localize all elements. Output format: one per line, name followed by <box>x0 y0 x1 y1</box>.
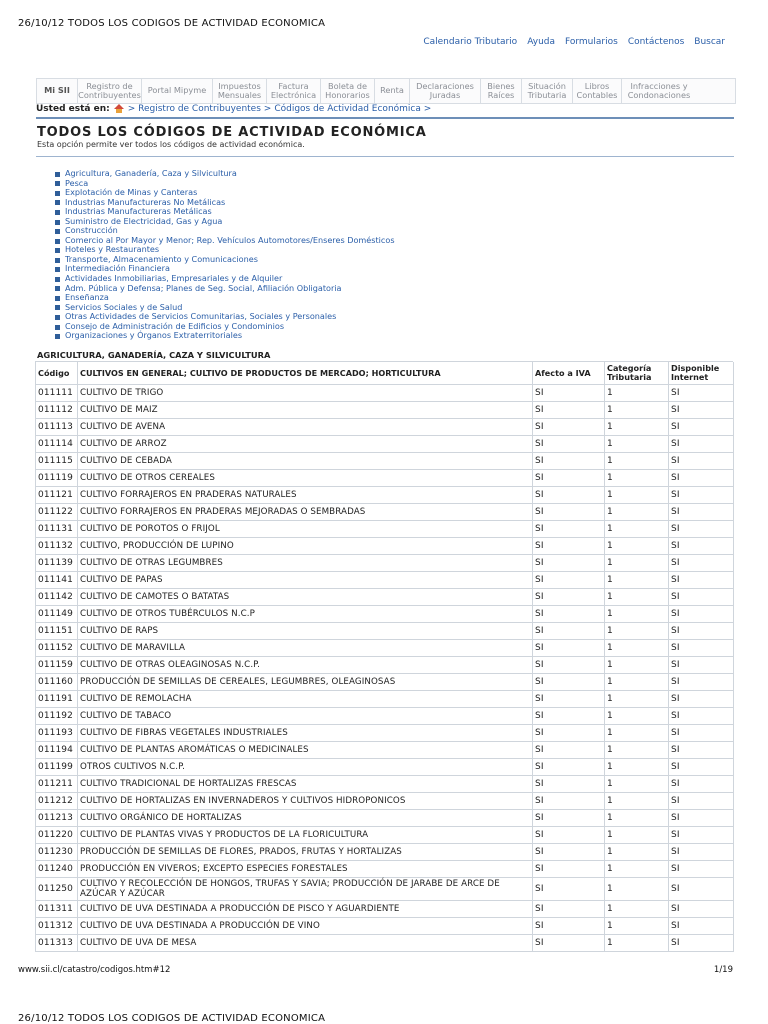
cell-descripcion: CULTIVO DE UVA DE MESA <box>78 935 533 952</box>
cell-disponible: SI <box>669 419 734 436</box>
cell-descripcion: CULTIVO, PRODUCCIÓN DE LUPINO <box>78 538 533 555</box>
cell-categoria: 1 <box>605 555 669 572</box>
cell-descripcion: CULTIVO TRADICIONAL DE HORTALIZAS FRESCAS <box>78 776 533 793</box>
cell-disponible: SI <box>669 827 734 844</box>
cell-afecto-iva: SI <box>533 861 605 878</box>
header-disponible: Disponible Internet <box>669 362 734 385</box>
cell-codigo: 011152 <box>36 640 78 657</box>
cell-descripcion: CULTIVO FORRAJEROS EN PRADERAS MEJORADAS O SEMBRADAS <box>78 504 533 521</box>
cell-disponible: SI <box>669 793 734 810</box>
cell-codigo: 011199 <box>36 759 78 776</box>
cell-codigo: 011131 <box>36 521 78 538</box>
category-list <box>55 169 395 341</box>
footer-url: www.sii.cl/catastro/codigos.htm#12 <box>18 965 171 975</box>
table-row <box>36 742 734 759</box>
category-link[interactable]: Otras Actividades de Servicios Comunitarias, Sociales y Personales <box>65 311 337 322</box>
cell-descripcion: CULTIVO DE OTRAS LEGUMBRES <box>78 555 533 572</box>
cell-categoria: 1 <box>605 419 669 436</box>
page-title: TODOS LOS CÓDIGOS DE ACTIVIDAD ECONÓMICA <box>37 125 427 140</box>
cell-categoria: 1 <box>605 606 669 623</box>
table-row <box>36 793 734 810</box>
cell-categoria: 1 <box>605 708 669 725</box>
print-header-top <box>18 18 325 29</box>
breadcrumb-label: Usted está en: <box>36 104 110 114</box>
link-calendario[interactable]: Calendario Tributario <box>423 37 518 47</box>
cell-descripcion: PRODUCCIÓN DE SEMILLAS DE CEREALES, LEGUMBRES, OLEAGINOSAS <box>78 674 533 691</box>
category-link[interactable]: Agricultura, Ganadería, Caza y Silvicultura <box>65 168 237 178</box>
cell-descripcion: PRODUCCIÓN EN VIVEROS; EXCEPTO ESPECIES FORESTALES <box>78 861 533 878</box>
table-row <box>36 810 734 827</box>
cell-categoria: 1 <box>605 623 669 640</box>
print-title-bottom: TODOS LOS CODIGOS DE ACTIVIDAD ECONOMICA <box>67 1013 326 1024</box>
cell-categoria: 1 <box>605 436 669 453</box>
cell-descripcion: CULTIVO DE REMOLACHA <box>78 691 533 708</box>
nav-registro[interactable]: Registro de Contribuyentes <box>78 79 142 103</box>
header-codigo: Código <box>36 362 78 385</box>
category-link[interactable]: Pesca <box>65 177 89 188</box>
cell-afecto-iva: SI <box>533 844 605 861</box>
cell-categoria: 1 <box>605 453 669 470</box>
cell-disponible: SI <box>669 810 734 827</box>
home-icon[interactable] <box>113 104 125 114</box>
table-header-row <box>36 362 734 385</box>
cell-disponible: SI <box>669 691 734 708</box>
section-title: AGRICULTURA, GANADERÍA, CAZA Y SILVICULTURA <box>35 349 733 362</box>
nav-infracciones[interactable]: Infracciones y Condonaciones <box>627 80 691 100</box>
cell-categoria: 1 <box>605 657 669 674</box>
nav-bienes[interactable]: Bienes Raíces <box>481 79 522 103</box>
table-row <box>36 878 734 901</box>
cell-disponible: SI <box>669 640 734 657</box>
cell-afecto-iva: SI <box>533 521 605 538</box>
bullet-icon <box>55 315 60 320</box>
cell-categoria: 1 <box>605 385 669 402</box>
table-row <box>36 640 734 657</box>
cell-disponible: SI <box>669 844 734 861</box>
table-row <box>36 725 734 742</box>
bullet-icon <box>55 325 60 330</box>
nav-boleta[interactable]: Boleta de Honorarios <box>321 79 375 103</box>
breadcrumb-codigos[interactable]: Códigos de Actividad Económica > <box>274 104 432 114</box>
cell-codigo: 011132 <box>36 538 78 555</box>
cell-categoria: 1 <box>605 844 669 861</box>
bullet-icon <box>55 277 60 282</box>
cell-categoria: 1 <box>605 402 669 419</box>
cell-descripcion: PRODUCCIÓN DE SEMILLAS DE FLORES, PRADOS, FRUTAS Y HORTALIZAS <box>78 844 533 861</box>
cell-codigo: 011191 <box>36 691 78 708</box>
cell-descripcion: CULTIVO DE OTRAS OLEAGINOSAS N.C.P. <box>78 657 533 674</box>
cell-codigo: 011113 <box>36 419 78 436</box>
table-row <box>36 470 734 487</box>
cell-codigo: 011160 <box>36 674 78 691</box>
cell-codigo: 011313 <box>36 935 78 952</box>
category-item <box>55 169 395 179</box>
cell-afecto-iva: SI <box>533 419 605 436</box>
bullet-icon <box>55 210 60 215</box>
print-date: 26/10/12 <box>18 18 65 29</box>
cell-categoria: 1 <box>605 691 669 708</box>
cell-codigo: 011212 <box>36 793 78 810</box>
bullet-icon <box>55 181 60 186</box>
cell-disponible: SI <box>669 674 734 691</box>
cell-codigo: 011250 <box>36 878 78 901</box>
cell-categoria: 1 <box>605 674 669 691</box>
top-links <box>423 37 725 47</box>
cell-descripcion: CULTIVO FORRAJEROS EN PRADERAS NATURALES <box>78 487 533 504</box>
table-row <box>36 827 734 844</box>
cell-descripcion: CULTIVO DE PLANTAS VIVAS Y PRODUCTOS DE LA FLORICULTURA <box>78 827 533 844</box>
table-row <box>36 691 734 708</box>
cell-categoria: 1 <box>605 470 669 487</box>
link-contactenos[interactable]: Contáctenos <box>627 37 685 47</box>
table-row <box>36 606 734 623</box>
cell-afecto-iva: SI <box>533 827 605 844</box>
category-link[interactable]: Adm. Pública y Defensa; Planes de Seg. Social, Afiliación Obligatoria <box>65 282 342 293</box>
bullet-icon <box>55 229 60 234</box>
cell-afecto-iva: SI <box>533 742 605 759</box>
cell-afecto-iva: SI <box>533 878 605 901</box>
bullet-icon <box>55 220 60 225</box>
cell-disponible: SI <box>669 901 734 918</box>
cell-descripcion: CULTIVO DE PAPAS <box>78 572 533 589</box>
cell-afecto-iva: SI <box>533 402 605 419</box>
category-link[interactable]: Transporte, Almacenamiento y Comunicaciones <box>65 253 258 264</box>
table-row <box>36 436 734 453</box>
table-row <box>36 572 734 589</box>
table-row <box>36 504 734 521</box>
cell-codigo: 011149 <box>36 606 78 623</box>
cell-descripcion: CULTIVO DE POROTOS O FRIJOL <box>78 521 533 538</box>
cell-descripcion: CULTIVO Y RECOLECCIÓN DE HONGOS, TRUFAS Y SAVIA; PRODUCCIÓN DE JARABE DE ARCE DE AZÚCAR Y AZÚCAR <box>78 878 533 901</box>
category-link[interactable]: Comercio al Por Mayor y Menor; Rep. Vehículos Automotores/Enseres Domésticos <box>65 234 395 245</box>
cell-codigo: 011119 <box>36 470 78 487</box>
category-link[interactable]: Servicios Sociales y de Salud <box>65 301 183 312</box>
cell-disponible: SI <box>669 589 734 606</box>
nav-mi-sii[interactable]: Mi SII <box>37 79 78 103</box>
cell-afecto-iva: SI <box>533 453 605 470</box>
table-row <box>36 453 734 470</box>
cell-codigo: 011311 <box>36 901 78 918</box>
cell-codigo: 011220 <box>36 827 78 844</box>
table-row <box>36 589 734 606</box>
link-formularios[interactable]: Formularios <box>565 37 618 47</box>
cell-descripcion: CULTIVO DE HORTALIZAS EN INVERNADEROS Y CULTIVOS HIDROPONICOS <box>78 793 533 810</box>
cell-codigo: 011139 <box>36 555 78 572</box>
bullet-icon <box>55 248 60 253</box>
table-row <box>36 419 734 436</box>
cell-codigo: 011121 <box>36 487 78 504</box>
cell-descripcion: CULTIVO DE CAMOTES O BATATAS <box>78 589 533 606</box>
cell-categoria: 1 <box>605 572 669 589</box>
category-item <box>55 331 395 341</box>
cell-disponible: SI <box>669 623 734 640</box>
table-row <box>36 402 734 419</box>
category-link[interactable]: Suministro de Electricidad, Gas y Agua <box>65 215 223 226</box>
cell-categoria: 1 <box>605 521 669 538</box>
table-row <box>36 538 734 555</box>
cell-disponible: SI <box>669 453 734 470</box>
cell-afecto-iva: SI <box>533 918 605 935</box>
cell-afecto-iva: SI <box>533 470 605 487</box>
cell-afecto-iva: SI <box>533 623 605 640</box>
header-divider <box>36 117 734 119</box>
breadcrumb-registro[interactable]: > Registro de Contribuyentes > <box>127 104 272 114</box>
footer-page-number: 1/19 <box>713 965 733 975</box>
table-row <box>36 487 734 504</box>
cell-codigo: 011141 <box>36 572 78 589</box>
link-buscar[interactable]: Buscar <box>694 37 725 47</box>
table-row <box>36 657 734 674</box>
print-title: TODOS LOS CODIGOS DE ACTIVIDAD ECONOMICA <box>67 18 326 29</box>
table-row <box>36 844 734 861</box>
cell-categoria: 1 <box>605 589 669 606</box>
cell-codigo: 011122 <box>36 504 78 521</box>
cell-disponible: SI <box>669 470 734 487</box>
cell-codigo: 011151 <box>36 623 78 640</box>
cell-descripcion: CULTIVO DE FIBRAS VEGETALES INDUSTRIALES <box>78 725 533 742</box>
cell-categoria: 1 <box>605 759 669 776</box>
cell-categoria: 1 <box>605 810 669 827</box>
cell-categoria: 1 <box>605 725 669 742</box>
bullet-icon <box>55 267 60 272</box>
cell-afecto-iva: SI <box>533 538 605 555</box>
bullet-icon <box>55 296 60 301</box>
cell-afecto-iva: SI <box>533 657 605 674</box>
cell-descripcion: CULTIVO DE MARAVILLA <box>78 640 533 657</box>
cell-categoria: 1 <box>605 487 669 504</box>
title-divider <box>36 156 734 157</box>
cell-descripcion: OTROS CULTIVOS N.C.P. <box>78 759 533 776</box>
table-row <box>36 674 734 691</box>
cell-codigo: 011240 <box>36 861 78 878</box>
cell-descripcion: CULTIVO DE PLANTAS AROMÁTICAS O MEDICINALES <box>78 742 533 759</box>
cell-afecto-iva: SI <box>533 487 605 504</box>
cell-codigo: 011193 <box>36 725 78 742</box>
cell-afecto-iva: SI <box>533 606 605 623</box>
cell-codigo: 011213 <box>36 810 78 827</box>
cell-afecto-iva: SI <box>533 935 605 952</box>
cell-disponible: SI <box>669 385 734 402</box>
cell-categoria: 1 <box>605 538 669 555</box>
cell-disponible: SI <box>669 725 734 742</box>
bullet-icon <box>55 258 60 263</box>
table-row <box>36 776 734 793</box>
cell-afecto-iva: SI <box>533 725 605 742</box>
cell-descripcion: CULTIVO DE CEBADA <box>78 453 533 470</box>
cell-codigo: 011114 <box>36 436 78 453</box>
cell-disponible: SI <box>669 861 734 878</box>
cell-descripcion: CULTIVO ORGÁNICO DE HORTALIZAS <box>78 810 533 827</box>
bullet-icon <box>55 172 60 177</box>
cell-disponible: SI <box>669 657 734 674</box>
cell-afecto-iva: SI <box>533 504 605 521</box>
nav-declaraciones[interactable]: Declaraciones Juradas <box>410 79 481 103</box>
cell-codigo: 011142 <box>36 589 78 606</box>
category-link[interactable]: Organizaciones y Órganos Extraterritoriales <box>65 330 243 341</box>
cell-disponible: SI <box>669 776 734 793</box>
cell-categoria: 1 <box>605 640 669 657</box>
cell-disponible: SI <box>669 935 734 952</box>
table-row <box>36 901 734 918</box>
table-row <box>36 708 734 725</box>
cell-disponible: SI <box>669 555 734 572</box>
cell-disponible: SI <box>669 538 734 555</box>
bullet-icon <box>55 305 60 310</box>
cell-disponible: SI <box>669 572 734 589</box>
cell-afecto-iva: SI <box>533 759 605 776</box>
main-nav <box>36 78 736 104</box>
cell-codigo: 011192 <box>36 708 78 725</box>
category-link[interactable]: Construcción <box>65 225 118 236</box>
cell-disponible: SI <box>669 878 734 901</box>
cell-disponible: SI <box>669 742 734 759</box>
nav-renta[interactable]: Renta <box>375 79 410 103</box>
cell-descripcion: CULTIVO DE OTROS TUBÉRCULOS N.C.P <box>78 606 533 623</box>
cell-descripcion: CULTIVO DE RAPS <box>78 623 533 640</box>
cell-codigo: 011159 <box>36 657 78 674</box>
print-header-bottom <box>18 1013 325 1024</box>
category-link[interactable]: Actividades Inmobiliarias, Empresariales y de Alquiler <box>65 273 283 284</box>
cell-descripcion: CULTIVO DE TABACO <box>78 708 533 725</box>
cell-afecto-iva: SI <box>533 555 605 572</box>
category-link[interactable]: Enseñanza <box>65 292 109 303</box>
cell-categoria: 1 <box>605 742 669 759</box>
cell-categoria: 1 <box>605 935 669 952</box>
cell-codigo: 011112 <box>36 402 78 419</box>
cell-afecto-iva: SI <box>533 691 605 708</box>
bullet-icon <box>55 200 60 205</box>
cell-disponible: SI <box>669 759 734 776</box>
cell-afecto-iva: SI <box>533 708 605 725</box>
nav-libros[interactable]: Libros Contables <box>573 79 622 103</box>
codes-table <box>35 362 734 952</box>
cell-categoria: 1 <box>605 878 669 901</box>
cell-afecto-iva: SI <box>533 436 605 453</box>
cell-categoria: 1 <box>605 827 669 844</box>
cell-disponible: SI <box>669 487 734 504</box>
category-link[interactable]: Intermediación Financiera <box>65 263 170 274</box>
cell-disponible: SI <box>669 504 734 521</box>
cell-disponible: SI <box>669 606 734 623</box>
cell-disponible: SI <box>669 708 734 725</box>
cell-codigo: 011230 <box>36 844 78 861</box>
bullet-icon <box>55 334 60 339</box>
category-link[interactable]: Consejo de Administración de Edificios y Condominios <box>65 320 285 331</box>
link-ayuda[interactable]: Ayuda <box>527 37 556 47</box>
cell-codigo: 011194 <box>36 742 78 759</box>
cell-afecto-iva: SI <box>533 793 605 810</box>
cell-categoria: 1 <box>605 901 669 918</box>
breadcrumb <box>36 104 431 114</box>
category-link[interactable]: Explotación de Minas y Canteras <box>65 187 198 198</box>
nav-situacion[interactable]: Situación Tributaria <box>522 79 573 103</box>
table-row <box>36 521 734 538</box>
table-row <box>36 385 734 402</box>
cell-disponible: SI <box>669 918 734 935</box>
cell-disponible: SI <box>669 402 734 419</box>
print-date-bottom: 26/10/12 <box>18 1013 65 1024</box>
table-row <box>36 623 734 640</box>
cell-categoria: 1 <box>605 793 669 810</box>
nav-impuestos[interactable]: Impuestos Mensuales <box>213 79 267 103</box>
cell-afecto-iva: SI <box>533 776 605 793</box>
table-row <box>36 759 734 776</box>
cell-afecto-iva: SI <box>533 589 605 606</box>
table-row <box>36 555 734 572</box>
cell-descripcion: CULTIVO DE AVENA <box>78 419 533 436</box>
cell-categoria: 1 <box>605 918 669 935</box>
cell-afecto-iva: SI <box>533 572 605 589</box>
header-categoria: Categoría Tributaria <box>605 362 669 385</box>
table-row <box>36 861 734 878</box>
cell-descripcion: CULTIVO DE ARROZ <box>78 436 533 453</box>
table-row <box>36 918 734 935</box>
cell-afecto-iva: SI <box>533 901 605 918</box>
cell-afecto-iva: SI <box>533 640 605 657</box>
bullet-icon <box>55 239 60 244</box>
cell-descripcion: CULTIVO DE OTROS CEREALES <box>78 470 533 487</box>
cell-categoria: 1 <box>605 504 669 521</box>
cell-descripcion: CULTIVO DE UVA DESTINADA A PRODUCCIÓN DE VINO <box>78 918 533 935</box>
category-link[interactable]: Hoteles y Restaurantes <box>65 244 160 255</box>
cell-descripcion: CULTIVO DE MAIZ <box>78 402 533 419</box>
cell-afecto-iva: SI <box>533 674 605 691</box>
category-link[interactable]: Industrias Manufactureras No Metálicas <box>65 196 226 207</box>
codes-table-section <box>35 349 733 952</box>
cell-disponible: SI <box>669 521 734 538</box>
cell-disponible: SI <box>669 436 734 453</box>
cell-codigo: 011211 <box>36 776 78 793</box>
cell-afecto-iva: SI <box>533 810 605 827</box>
nav-mipyme[interactable]: Portal Mipyme <box>142 79 213 103</box>
bullet-icon <box>55 191 60 196</box>
cell-codigo: 011115 <box>36 453 78 470</box>
table-row <box>36 935 734 952</box>
cell-descripcion: CULTIVO DE TRIGO <box>78 385 533 402</box>
category-link[interactable]: Industrias Manufactureras Metálicas <box>65 206 212 217</box>
cell-categoria: 1 <box>605 776 669 793</box>
cell-categoria: 1 <box>605 861 669 878</box>
cell-codigo: 011111 <box>36 385 78 402</box>
bullet-icon <box>55 286 60 291</box>
header-descripcion: CULTIVOS EN GENERAL; CULTIVO DE PRODUCTOS DE MERCADO; HORTICULTURA <box>78 362 533 385</box>
cell-codigo: 011312 <box>36 918 78 935</box>
cell-descripcion: CULTIVO DE UVA DESTINADA A PRODUCCIÓN DE PISCO Y AGUARDIENTE <box>78 901 533 918</box>
nav-factura[interactable]: Factura Electrónica <box>267 79 321 103</box>
header-afecto-iva: Afecto a IVA <box>533 362 605 385</box>
cell-afecto-iva: SI <box>533 385 605 402</box>
page-subtitle: Esta opción permite ver todos los códigos de actividad económica. <box>37 140 305 149</box>
